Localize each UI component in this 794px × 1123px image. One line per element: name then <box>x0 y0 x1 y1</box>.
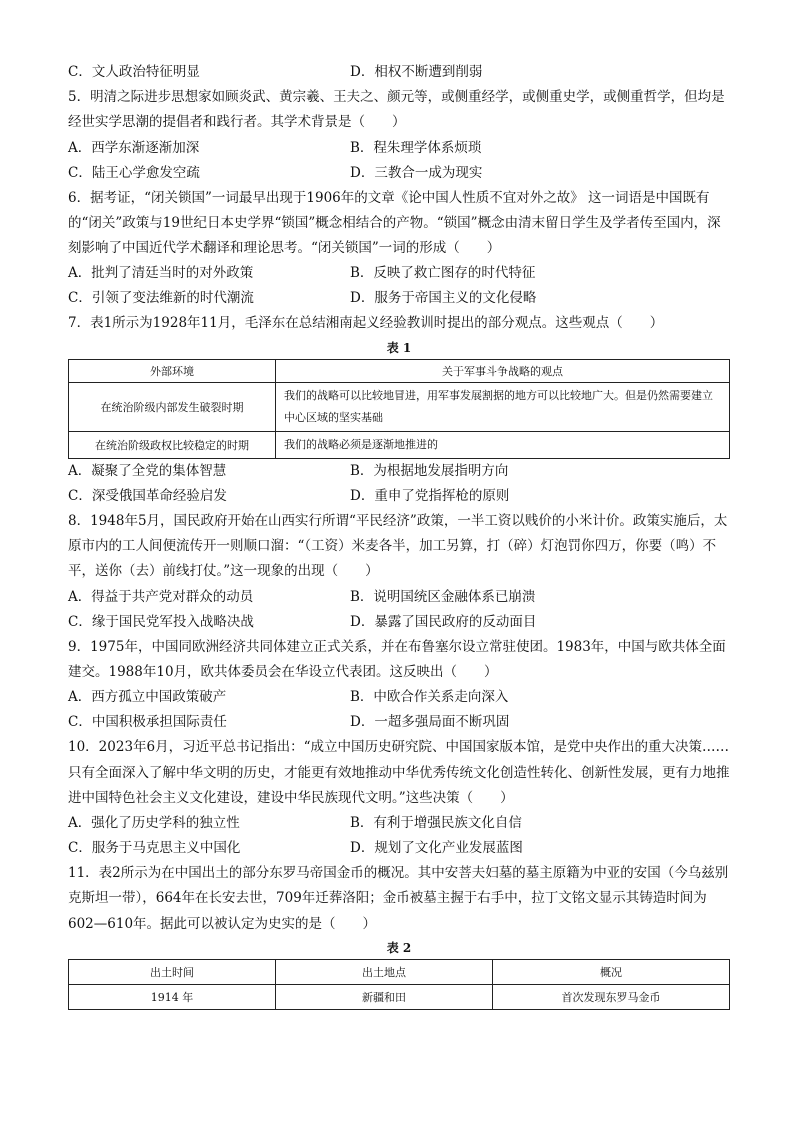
q7-option-c: C．深受俄国革命经验启发 <box>68 487 227 504</box>
q5-options-row-1 <box>68 136 730 161</box>
table-cell: 在统治阶级政权比较稳定的时期 <box>69 431 276 458</box>
table-header-row <box>69 359 730 382</box>
q7-options-row-1 <box>68 459 730 484</box>
q10-options-row-1 <box>68 811 730 836</box>
q9-option-a: A．西方孤立中国政策破产 <box>68 689 227 706</box>
q4-option-d: D．相权不断遭到削弱 <box>350 64 483 80</box>
exam-page <box>68 60 730 1010</box>
table-header-cell: 外部环境 <box>69 359 276 382</box>
q8-option-b: B．说明国统区金融体系已崩溃 <box>350 588 536 605</box>
table-row <box>69 431 730 458</box>
q10-stem: 10．2023年6月，习近平总书记指出：“成立中国历史研究院、中国国家版本馆，是党中央作出的重大决策……只有全面深入了解中华文明的历史，才能更有效地推动中华优秀传统文化创造性转化、创新性发展，更有力地推进中国特色社会主义文化建设，建设中华民族现代文明。”这些决策（ ） <box>68 739 730 806</box>
q8-option-a: A．得益于共产党对群众的动员 <box>68 588 254 605</box>
table-header-cell: 关于军事斗争战略的观点 <box>276 359 730 382</box>
q10-option-a: A．强化了历史学科的独立性 <box>68 815 240 832</box>
table2 <box>68 959 730 1010</box>
q7-options-row-2 <box>68 484 730 509</box>
table-header-cell: 出土地点 <box>276 960 493 985</box>
q8-options-row-1 <box>68 585 730 610</box>
table-cell: 新疆和田 <box>276 985 493 1010</box>
q10-option-c: C．服务于马克思主义中国化 <box>68 840 241 857</box>
table-header-cell: 概况 <box>493 960 730 985</box>
q7-option-b: B．为根据地发展指明方向 <box>350 462 509 479</box>
table-cell: 1914 年 <box>69 985 276 1010</box>
q9-option-c: C．中国积极承担国际责任 <box>68 714 227 731</box>
q5-stem: 5．明清之际进步思想家如顾炎武、黄宗羲、王夫之、颜元等，或侧重经学，或侧重史学，或侧重哲学，但均是经世实学思潮的提倡者和践行者。其学术背景是（ ） <box>68 89 725 131</box>
table1-caption: 表 1 <box>386 340 412 355</box>
q7-option-a: A．凝聚了全党的集体智慧 <box>68 462 227 479</box>
q6-option-d: D．服务于帝国主义的文化侵略 <box>350 290 537 307</box>
q9-option-d: D．一超多强局面不断巩固 <box>350 714 510 731</box>
q7-stem: 7．表1所示为1928年11月，毛泽东在总结湘南起义经验教训时提出的部分观点。这些观点（ ） <box>68 315 664 332</box>
table-cell: 在统治阶级内部发生破裂时期 <box>69 382 276 431</box>
q9-stem: 9．1975年，中国同欧洲经济共同体建立正式关系，并在布鲁塞尔设立常驻使团。1983年，中国与欧共体全面建交。1988年10月，欧共体委员会在华设立代表团。这反映出（ ） <box>68 638 726 680</box>
q10-option-b: B．有利于增强民族文化自信 <box>350 815 522 832</box>
q8-option-c: C．缘于国民党军投入战略决战 <box>68 613 254 630</box>
table-cell: 首次发现东罗马金币 <box>493 985 730 1010</box>
q5-option-d: D．三教合一成为现实 <box>350 164 483 181</box>
table1 <box>68 359 730 459</box>
q9-options-row-1 <box>68 685 730 710</box>
q8-stem: 8．1948年5月，国民政府开始在山西实行所谓“平民经济”政策，一半工资以贱价的小米计价。政策实施后，太原市内的工人间便流传开一则顺口溜：“（工资）米麦各半，加工另算，打（碎）灯泡罚你四万，你要（鸣）不平，送你（去）前线打仗。”这一现象的出现（ ） <box>68 512 728 580</box>
q5-option-b: B．程朱理学体系烦琐 <box>350 139 482 156</box>
q7-option-d: D．重申了党指挥枪的原则 <box>350 487 510 504</box>
q5-option-a: A．西学东渐逐渐加深 <box>68 139 200 156</box>
q6-options-row-1 <box>68 261 730 286</box>
table-cell: 我们的战略可以比较地冒进，用军事发展割据的地方可以比较地广大。但是仍然需要建立中心区域的坚实基础 <box>276 382 730 431</box>
q6-options-row-2 <box>68 286 730 311</box>
q4-options-row <box>68 60 730 85</box>
q11-stem: 11．表2所示为在中国出土的部分东罗马帝国金币的概况。其中安菩夫妇墓的墓主原籍为中亚的安国（今乌兹别克斯坦一带），664年在长安去世，709年迁葬洛阳；金币被墓主握于右手中，拉丁文铭文显示其铸造时间为602—610年。据此可以被认定为史实的是（ ） <box>68 865 729 932</box>
q4-option-c: C．文人政治特征明显 <box>68 64 200 80</box>
table-header-cell: 出土时间 <box>69 960 276 985</box>
q6-option-c: C．引领了变法维新的时代潮流 <box>68 290 254 307</box>
table-row <box>69 985 730 1010</box>
q8-options-row-2 <box>68 610 730 635</box>
q5-option-c: C．陆王心学愈发空疏 <box>68 164 200 181</box>
table-row <box>69 382 730 431</box>
q10-options-row-2 <box>68 836 730 861</box>
q6-option-a: A．批判了清廷当时的对外政策 <box>68 265 254 282</box>
table-header-row <box>69 960 730 985</box>
q9-option-b: B．中欧合作关系走向深入 <box>350 689 509 706</box>
q6-stem: 6．据考证，“闭关锁国”一词最早出现于1906年的文章《论中国人性质不宜对外之故》 这一词语是中国既有的“闭关”政策与19世纪日本史学界“锁国”概念相结合的产物。“锁国”概念由清末留日学生及学者传至国内，深刻影响了中国近代学术翻译和理论思考。“闭关锁国”一词的形成（ ） <box>68 189 721 257</box>
table-cell: 我们的战略必须是逐渐地推进的 <box>276 431 730 458</box>
q8-option-d: D．暴露了国民政府的反动面目 <box>350 613 537 630</box>
q5-options-row-2 <box>68 161 730 186</box>
q6-option-b: B．反映了救亡图存的时代特征 <box>350 265 536 282</box>
table2-caption: 表 2 <box>386 941 412 956</box>
q10-option-d: D．规划了文化产业发展蓝图 <box>350 840 523 857</box>
q9-options-row-2 <box>68 710 730 735</box>
